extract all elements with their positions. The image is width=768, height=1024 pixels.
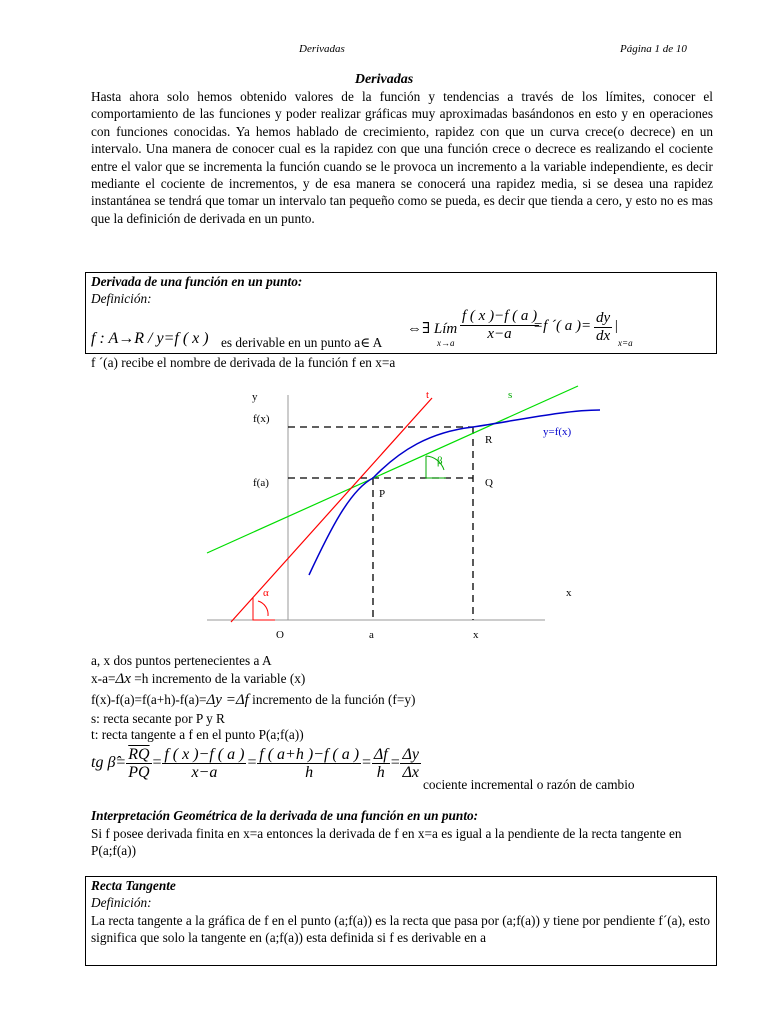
quotient3-denominator: h [305, 764, 314, 781]
increment-function-text: incremento de la función (f=y) [248, 692, 416, 707]
incremental-quotient-formula [91, 746, 421, 781]
label-beta: β [437, 455, 443, 467]
function-declaration: f : A→R / y=f ( x ) [91, 330, 209, 347]
label-t: t [426, 389, 430, 401]
quotient5-numerator: Δy [402, 746, 419, 763]
difference-quotient [460, 308, 539, 343]
label-x: x [473, 629, 479, 641]
increment-variable-text: =h incremento de la variable (x) [130, 671, 306, 686]
delta-y-symbol: Δy =Δf [206, 692, 249, 708]
increment-function-line [91, 692, 415, 709]
geometric-text: Si f posee derivada finita en x=a entonces la derivada de f en x=a es igual a la pendiente de la recta tangente en P(a;f(a)) [91, 826, 682, 859]
delta-x-symbol: Δx [115, 671, 131, 687]
label-a: a [369, 629, 374, 641]
rq-segment: $\overline{RQ}$ [128, 746, 150, 763]
tangent-heading: Recta Tangente [91, 878, 176, 893]
limit-subscript: x→a [437, 338, 455, 348]
definition-subheading: Definición: [91, 291, 152, 306]
quotient4-numerator: Δf [373, 746, 388, 763]
label-y: y [252, 391, 258, 403]
limit-symbol: ⇔∃ Lím [407, 321, 458, 337]
tg-beta: tg β̂= [91, 754, 127, 772]
equals-sign: = [361, 754, 372, 772]
label-s: s [508, 389, 513, 401]
quotient5-denominator: Δx [402, 764, 419, 781]
derivative-note: f ´(a) recibe el nombre de derivada de la función f en x=a [91, 355, 396, 370]
quotient2-denominator: x−a [191, 764, 218, 781]
tangent-definition-text: La recta tangente a la gráfica de f en el punto (a;f(a)) es la recta que pasa por (a;f(a)) y tiene por pendiente f´(a), esto significa que solo la tangente en (a;f(a)) esta definida si f es derivable en a [91, 913, 711, 946]
label-Q: Q [485, 477, 493, 489]
leibniz-dy: dy [596, 310, 611, 326]
evaluation-bar: | [614, 318, 619, 334]
equals-sign: = [151, 754, 163, 772]
label-fa: f(a) [253, 477, 269, 489]
label-origin: O [276, 629, 284, 641]
secant-description: s: recta secante por P y R [91, 711, 225, 726]
quotient-numerator: f ( x )−f ( a ) [462, 308, 538, 324]
label-P: P [379, 488, 386, 500]
quotient-caption: cociente incremental o razón de cambio [423, 777, 635, 792]
tangent-line [231, 398, 432, 622]
quotient3-numerator: f ( a+h )−f ( a ) [259, 746, 360, 763]
equals-sign: = [246, 754, 258, 772]
quotient4-denominator: h [376, 764, 385, 781]
intro-paragraph: Hasta ahora solo hemos obtenido valores de la función y tendencias a través de los límites, conocer el comportamiento de las funciones y poder realizar gráficas muy aproximadas basándonos en esto y en operaciones con funciones conocidas. Ya hemos hablado de crecimiento, rapidez con que un curva crece(o decrece) en un intervalo. Una manera de conocer cual es la rapidez con que una función crece o decrece es realizando el cociente entre el valor que se incrementa la función cuando se le provoca un incremento a la variable independiente, es decir mediante el cociente de incrementos, y de esa manera se conocerá una rapidez media, si se desea una rapidez instantánea se tendrá que tomar un intervalo tan pequeño como se pueda, es decir que tienda a cero, y esto no es mas que la definición de derivada en un punto. [91, 89, 713, 226]
equals-sign: = [389, 754, 401, 772]
label-curve: y=f(x) [543, 426, 572, 438]
geometric-heading: Interpretación Geométrica de la derivada de una función en un punto: [91, 808, 479, 823]
derivative-graph [0, 370, 768, 650]
points-description: a, x dos puntos pertenecientes a A [91, 653, 272, 668]
alpha-arc [258, 601, 268, 616]
label-R: R [485, 434, 493, 446]
tangent-description: t: recta tangente a f en el punto P(a;f(a)) [91, 727, 304, 742]
pq-segment: PQ [128, 764, 150, 781]
leibniz-dx: dx [596, 328, 611, 344]
label-fx: f(x) [253, 413, 270, 425]
evaluation-subscript: x=a [618, 338, 633, 348]
header-left: Derivadas [299, 43, 345, 55]
alpha-angle-marker [253, 598, 275, 620]
increment-variable-lhs: x-a= [91, 671, 116, 686]
derivable-text: es derivable en un punto a∈ A [221, 335, 383, 350]
quotient2-numerator: f ( x )−f ( a ) [164, 746, 245, 763]
derivative-equality: =f ´( a )= [533, 318, 592, 334]
header-page-number: Página 1 de 10 [620, 43, 687, 55]
increment-function-lhs: f(x)-f(a)=f(a+h)-f(a)= [91, 692, 207, 707]
label-x-axis: x [566, 587, 572, 599]
tangent-subheading: Definición: [91, 895, 152, 910]
label-alpha: α [263, 587, 269, 599]
definition-heading: Derivada de una función en un punto: [91, 274, 303, 289]
secant-line [207, 386, 578, 553]
increment-variable-line [91, 671, 305, 688]
quotient-denominator: x−a [487, 326, 512, 342]
page-title: Derivadas [354, 72, 414, 87]
leibniz-notation [594, 310, 612, 345]
